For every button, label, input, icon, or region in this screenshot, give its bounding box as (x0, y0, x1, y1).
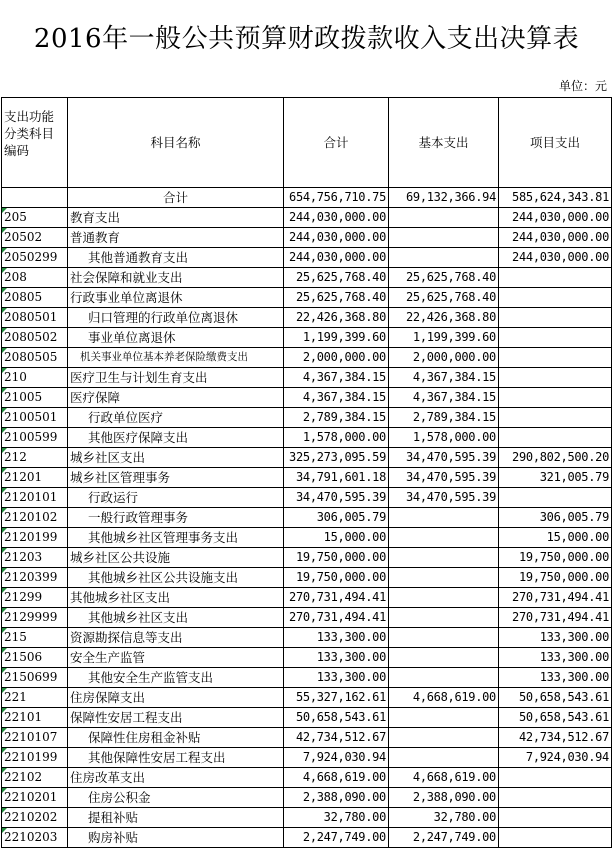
row-name: 提租补贴 (68, 808, 284, 828)
row-basic: 4,668,619.00 (389, 768, 499, 788)
row-total: 133,300.00 (284, 628, 389, 648)
row-total: 2,388,090.00 (284, 788, 389, 808)
row-basic: 2,247,749.00 (389, 828, 499, 848)
row-total: 244,030,000.00 (284, 208, 389, 228)
table-row (2, 568, 612, 588)
row-code: 2100599 (2, 428, 68, 448)
row-total: 50,658,543.61 (284, 708, 389, 728)
table-row (2, 828, 612, 848)
row-project (499, 788, 612, 808)
row-code: 2120199 (2, 528, 68, 548)
table-row (2, 528, 612, 548)
row-name: 一般行政管理事务 (68, 508, 284, 528)
row-code: 2050299 (2, 248, 68, 268)
table-row (2, 328, 612, 348)
table-row (2, 588, 612, 608)
row-project (499, 768, 612, 788)
table-row (2, 788, 612, 808)
row-project: 244,030,000.00 (499, 228, 612, 248)
budget-table (1, 97, 612, 848)
table-row (2, 468, 612, 488)
row-name: 城乡社区公共设施 (68, 548, 284, 568)
header-basic: 基本支出 (389, 98, 499, 188)
row-total: 1,578,000.00 (284, 428, 389, 448)
row-code: 2210107 (2, 728, 68, 748)
row-total: 133,300.00 (284, 668, 389, 688)
row-project: 133,300.00 (499, 628, 612, 648)
budget-table-container (1, 97, 612, 848)
table-row (2, 748, 612, 768)
row-project: 290,802,500.20 (499, 448, 612, 468)
table-row (2, 308, 612, 328)
header-code: 支出功能分类科目编码 (2, 98, 68, 188)
header-name: 科目名称 (68, 98, 284, 188)
row-code: 2210201 (2, 788, 68, 808)
row-code: 2129999 (2, 608, 68, 628)
row-total: 42,734,512.67 (284, 728, 389, 748)
row-name: 安全生产监管 (68, 648, 284, 668)
table-row (2, 688, 612, 708)
row-basic: 25,625,768.40 (389, 268, 499, 288)
row-project: 15,000.00 (499, 528, 612, 548)
row-project: 244,030,000.00 (499, 248, 612, 268)
row-basic (389, 728, 499, 748)
total-project: 585,624,343.81 (499, 188, 612, 208)
row-code: 2120102 (2, 508, 68, 528)
row-basic: 4,367,384.15 (389, 368, 499, 388)
row-project (499, 808, 612, 828)
table-row (2, 208, 612, 228)
row-total: 4,668,619.00 (284, 768, 389, 788)
row-basic: 2,789,384.15 (389, 408, 499, 428)
table-row (2, 508, 612, 528)
total-code-cell (2, 188, 68, 208)
row-name: 其他安全生产监管支出 (68, 668, 284, 688)
row-total: 34,791,601.18 (284, 468, 389, 488)
row-total: 306,005.79 (284, 508, 389, 528)
row-code: 2120399 (2, 568, 68, 588)
row-total: 4,367,384.15 (284, 388, 389, 408)
row-basic (389, 748, 499, 768)
row-name: 其他城乡社区支出 (68, 588, 284, 608)
table-row (2, 408, 612, 428)
row-code: 2150699 (2, 668, 68, 688)
row-project: 133,300.00 (499, 648, 612, 668)
row-name: 教育支出 (68, 208, 284, 228)
row-name: 行政事业单位离退休 (68, 288, 284, 308)
row-project: 244,030,000.00 (499, 208, 612, 228)
header-row (2, 98, 612, 188)
row-basic (389, 588, 499, 608)
row-project (499, 368, 612, 388)
row-basic (389, 648, 499, 668)
table-row (2, 348, 612, 368)
row-name: 其他城乡社区管理事务支出 (68, 528, 284, 548)
row-total: 32,780.00 (284, 808, 389, 828)
row-project (499, 428, 612, 448)
row-code: 22102 (2, 768, 68, 788)
table-row (2, 368, 612, 388)
row-name: 购房补贴 (68, 828, 284, 848)
row-name: 机关事业单位基本养老保险缴费支出 (68, 348, 284, 368)
row-project: 19,750,000.00 (499, 548, 612, 568)
row-project (499, 388, 612, 408)
row-total: 4,367,384.15 (284, 368, 389, 388)
row-name: 医疗保障 (68, 388, 284, 408)
table-row (2, 448, 612, 468)
row-code: 21201 (2, 468, 68, 488)
row-name: 其他城乡社区公共设施支出 (68, 568, 284, 588)
row-basic (389, 568, 499, 588)
row-name: 其他保障性安居工程支出 (68, 748, 284, 768)
row-project: 50,658,543.61 (499, 688, 612, 708)
row-name: 保障性安居工程支出 (68, 708, 284, 728)
row-basic: 2,388,090.00 (389, 788, 499, 808)
row-project: 270,731,494.41 (499, 588, 612, 608)
row-code: 21005 (2, 388, 68, 408)
row-name: 住房改革支出 (68, 768, 284, 788)
row-basic: 34,470,595.39 (389, 448, 499, 468)
row-total: 25,625,768.40 (284, 268, 389, 288)
row-code: 2210202 (2, 808, 68, 828)
row-basic: 1,578,000.00 (389, 428, 499, 448)
row-code: 210 (2, 368, 68, 388)
row-basic (389, 228, 499, 248)
row-project: 19,750,000.00 (499, 568, 612, 588)
row-code: 21203 (2, 548, 68, 568)
row-project: 306,005.79 (499, 508, 612, 528)
header-total: 合计 (284, 98, 389, 188)
row-project (499, 828, 612, 848)
row-total: 15,000.00 (284, 528, 389, 548)
row-project (499, 268, 612, 288)
total-amount: 654,756,710.75 (284, 188, 389, 208)
row-name: 普通教育 (68, 228, 284, 248)
row-basic (389, 628, 499, 648)
table-row (2, 228, 612, 248)
table-row (2, 488, 612, 508)
table-row (2, 648, 612, 668)
row-name: 住房公积金 (68, 788, 284, 808)
table-row (2, 628, 612, 648)
row-basic (389, 608, 499, 628)
row-code: 2080505 (2, 348, 68, 368)
row-code: 208 (2, 268, 68, 288)
table-row (2, 728, 612, 748)
unit-label: 单位：元 (558, 79, 607, 93)
row-basic: 34,470,595.39 (389, 488, 499, 508)
row-code: 212 (2, 448, 68, 468)
row-project: 270,731,494.41 (499, 608, 612, 628)
row-project: 50,658,543.61 (499, 708, 612, 728)
row-total: 2,000,000.00 (284, 348, 389, 368)
row-basic (389, 708, 499, 728)
row-project (499, 348, 612, 368)
table-row (2, 288, 612, 308)
row-basic (389, 528, 499, 548)
total-basic: 69,132,366.94 (389, 188, 499, 208)
table-row (2, 428, 612, 448)
row-basic: 4,367,384.15 (389, 388, 499, 408)
table-row (2, 388, 612, 408)
row-project: 321,005.79 (499, 468, 612, 488)
row-code: 221 (2, 688, 68, 708)
row-basic (389, 668, 499, 688)
row-total: 25,625,768.40 (284, 288, 389, 308)
row-total: 270,731,494.41 (284, 608, 389, 628)
row-project: 7,924,030.94 (499, 748, 612, 768)
row-total: 34,470,595.39 (284, 488, 389, 508)
row-name: 行政运行 (68, 488, 284, 508)
row-basic: 2,000,000.00 (389, 348, 499, 368)
row-total: 2,789,384.15 (284, 408, 389, 428)
table-row (2, 808, 612, 828)
page-title: 2016年一般公共预算财政拨款收入支出决算表 (33, 24, 580, 54)
row-total: 19,750,000.00 (284, 568, 389, 588)
row-basic (389, 548, 499, 568)
row-basic: 22,426,368.80 (389, 308, 499, 328)
row-basic (389, 508, 499, 528)
row-name: 其他医疗保障支出 (68, 428, 284, 448)
row-total: 1,199,399.60 (284, 328, 389, 348)
row-name: 行政单位医疗 (68, 408, 284, 428)
table-row (2, 248, 612, 268)
row-basic: 4,668,619.00 (389, 688, 499, 708)
row-code: 21299 (2, 588, 68, 608)
row-project (499, 328, 612, 348)
table-row (2, 768, 612, 788)
row-code: 2210199 (2, 748, 68, 768)
row-name: 其他普通教育支出 (68, 248, 284, 268)
row-name: 医疗卫生与计划生育支出 (68, 368, 284, 388)
row-name: 城乡社区支出 (68, 448, 284, 468)
row-name: 社会保障和就业支出 (68, 268, 284, 288)
row-name: 住房保障支出 (68, 688, 284, 708)
table-row (2, 548, 612, 568)
row-name: 资源勘探信息等支出 (68, 628, 284, 648)
total-row (2, 188, 612, 208)
row-code: 2080502 (2, 328, 68, 348)
row-basic: 32,780.00 (389, 808, 499, 828)
row-project (499, 308, 612, 328)
row-project (499, 488, 612, 508)
row-code: 21506 (2, 648, 68, 668)
row-code: 2080501 (2, 308, 68, 328)
row-total: 2,247,749.00 (284, 828, 389, 848)
row-basic (389, 248, 499, 268)
row-basic (389, 208, 499, 228)
table-row (2, 708, 612, 728)
row-code: 205 (2, 208, 68, 228)
row-total: 55,327,162.61 (284, 688, 389, 708)
row-name: 归口管理的行政单位离退休 (68, 308, 284, 328)
table-row (2, 668, 612, 688)
row-code: 215 (2, 628, 68, 648)
row-total: 244,030,000.00 (284, 248, 389, 268)
row-name: 城乡社区管理事务 (68, 468, 284, 488)
row-total: 19,750,000.00 (284, 548, 389, 568)
row-code: 2210203 (2, 828, 68, 848)
row-total: 270,731,494.41 (284, 588, 389, 608)
table-row (2, 608, 612, 628)
row-total: 7,924,030.94 (284, 748, 389, 768)
row-project: 42,734,512.67 (499, 728, 612, 748)
row-code: 22101 (2, 708, 68, 728)
row-name: 事业单位离退休 (68, 328, 284, 348)
row-code: 20805 (2, 288, 68, 308)
row-basic: 25,625,768.40 (389, 288, 499, 308)
row-code: 2100501 (2, 408, 68, 428)
row-code: 2120101 (2, 488, 68, 508)
total-label: 合计 (68, 188, 284, 208)
row-total: 244,030,000.00 (284, 228, 389, 248)
row-name: 其他城乡社区支出 (68, 608, 284, 628)
row-project (499, 288, 612, 308)
row-total: 325,273,095.59 (284, 448, 389, 468)
row-name: 保障性住房租金补贴 (68, 728, 284, 748)
row-total: 133,300.00 (284, 648, 389, 668)
row-basic: 34,470,595.39 (389, 468, 499, 488)
row-project (499, 408, 612, 428)
header-project: 项目支出 (499, 98, 612, 188)
row-total: 22,426,368.80 (284, 308, 389, 328)
table-row (2, 268, 612, 288)
row-project: 133,300.00 (499, 668, 612, 688)
row-code: 20502 (2, 228, 68, 248)
row-basic: 1,199,399.60 (389, 328, 499, 348)
